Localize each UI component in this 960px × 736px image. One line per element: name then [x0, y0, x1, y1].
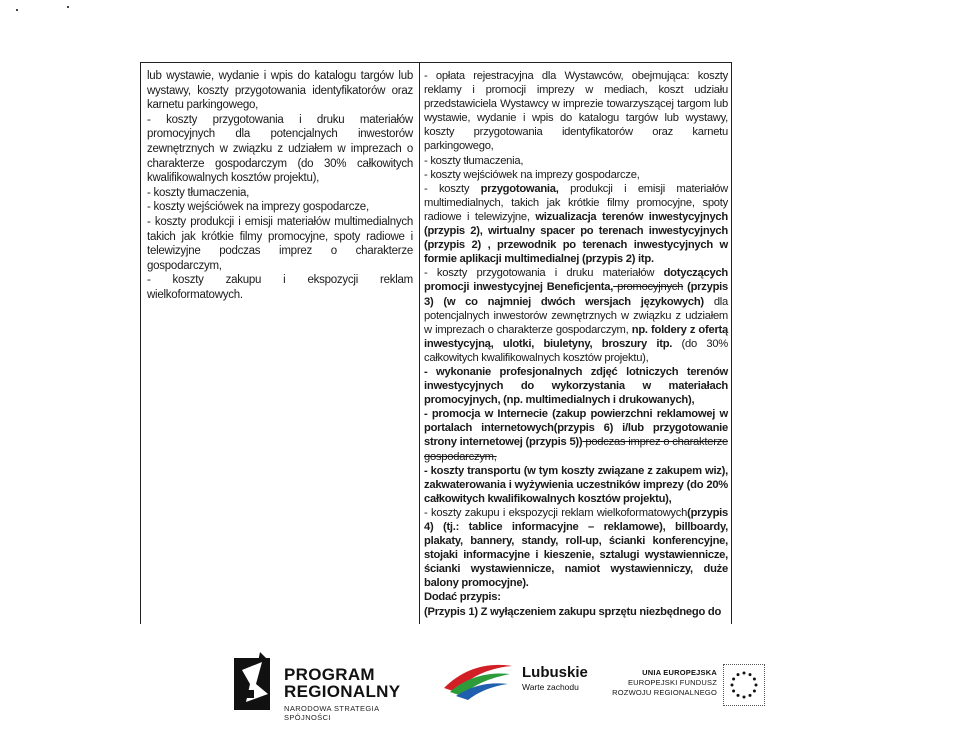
bold-run: (przypis 4) (tj.: tablice informacyjne – reklamowe), billboardy, plakaty, bannery, standy, roll-up, ścianki konferencyjne, stojaki informacyjne i kieszenie, sztalugi wystawiennicze, ścianki wystawiennicze, namiot wystawienniczy, duże balony promocyjne). — [424, 506, 728, 590]
left-paragraph: - koszty tłumaczenia, — [147, 186, 250, 199]
left-paragraph: - koszty przygotowania i druku materiałów promocyjnych dla potencjalnych inwestorów zewnętrznych w związku z udziałem w imprezach o charakterze gospodarczym (do 30% całkowitych kwalifikowalnych kosztów projektu), — [147, 113, 413, 185]
bold-run: - promocja w Internecie (zakup powierzchni reklamowej w portalach internetowych(przypis 6) i/lub przygotowanie strony internetowej (przypis 5)) — [424, 408, 728, 449]
regionalny-line: REGIONALNY — [284, 682, 401, 701]
left-column-cell — [147, 69, 413, 303]
lubuskie-name: Lubuskie — [522, 664, 588, 681]
text-run: (do 30% całkowitych kwalifikowalnych kosztów projektu), — [424, 337, 728, 364]
lubuskie-logo — [440, 658, 590, 702]
text-run: produkcji i emisji materiałów multimedialnych, takich jak krótkie filmy promocyjne, spoty radiowe i telewizyjne, — [424, 182, 729, 223]
right-paragraph-ads — [424, 506, 728, 591]
right-paragraph-multimedia — [424, 182, 728, 267]
text-run: - koszty — [424, 182, 481, 195]
bold-run: (przypis 3) (w co najmniej dwóch wersjach językowych) — [424, 281, 729, 308]
program-regionalny-emblem-icon — [232, 650, 276, 714]
column-divider — [419, 63, 420, 624]
bold-run: np. foldery z ofertą inwestycyjną, ulotki, biuletyny, broszury itp. — [424, 323, 728, 350]
bold-run: przygotowania, — [480, 182, 559, 195]
lubuskie-tagline: Warte zachodu — [522, 682, 579, 692]
left-paragraph: - koszty wejściówek na imprezy gospodarcze, — [147, 201, 369, 214]
footnote-1: (Przypis 1) Z wyłączeniem zakupu sprzętu niezbędnego do — [424, 605, 722, 618]
document-table — [140, 62, 732, 624]
struck-text: promocyjnych — [613, 281, 684, 294]
right-paragraph-registration: - opłata rejestracyjna dla Wystawców, obejmująca: koszty reklamy i promocji imprezy w mediach, koszt udziału przedstawiciela Wystawcy w imprezie towarzyszącej targom lub wystawie, wydanie i wpis do katalogu targów lub wystawy, koszty przygotowania identyfikatorów oraz karnetu parkingowego, — [424, 70, 728, 153]
add-footnote-label: Dodać przypis: — [424, 591, 501, 604]
bold-run: wizualizacja terenów inwestycyjnych (przypis 2), wirtualny spacer po terenach inwestycyjnych (przypis 2) , przewodnik po terenach inwestycyjnych w formie aplikacji multimedialnej (przypis 2) itp. — [424, 210, 728, 266]
text-run: - koszty przygotowania i druku materiałów — [424, 267, 664, 280]
text-run: - koszty zakupu i ekspozycji reklam wielkoformatowych — [424, 506, 688, 519]
left-paragraph: lub wystawie, wydanie i wpis do katalogu targów lub wystawy, koszty przygotowania identyfikatorów oraz karnetu parkingowego, — [147, 70, 413, 112]
eu-logo — [605, 668, 765, 712]
text-run: dla potencjalnych inwestorów zewnętrznych w związku z udziałem w imprezach o charakterze gospodarczym, — [424, 295, 728, 336]
scan-dot — [67, 6, 69, 8]
lubuskie-swoosh-icon — [440, 658, 516, 702]
right-paragraph-print — [424, 266, 728, 365]
eu-fund-line: EUROPEJSKI FUNDUSZ — [627, 678, 717, 687]
struck-text: podczas imprez o charakterze gospodarczym, — [424, 436, 728, 463]
eu-line: UNIA EUROPEJSKA — [642, 668, 717, 677]
right-paragraph-internet — [424, 407, 728, 463]
left-paragraph: - koszty produkcji i emisji materiałów multimedialnych takich jak krótkie filmy promocyjne, spoty radiowe i telewizyjne podczas imprez o charakterze gospodarczym, — [147, 215, 413, 272]
eu-regional-line: ROZWOJU REGIONALNEGO — [612, 688, 717, 697]
program-regionalny-logo — [232, 650, 401, 722]
right-paragraph-aerial: - wykonanie profesjonalnych zdjęć lotniczych terenów inwestycyjnych do wykorzystania w materiałach promocyjnych, (np. multimedialnych i drukowanych), — [424, 365, 728, 407]
scan-dot — [16, 9, 18, 11]
strategy-line: NARODOWA STRATEGIA SPÓJNOŚCI — [284, 704, 380, 722]
logo-footer — [0, 640, 960, 736]
right-column-cell — [424, 69, 728, 619]
right-paragraph-tickets: - koszty wejściówek na imprezy gospodarcze, — [424, 168, 640, 181]
bold-run: dotyczących promocji inwestycyjnej Beneficjenta, — [424, 267, 728, 294]
right-paragraph-translation: - koszty tłumaczenia, — [424, 154, 524, 167]
eu-flag-icon — [723, 664, 765, 706]
right-paragraph-transport: - koszty transportu (w tym koszty związane z zakupem wiz), zakwaterowania i wyżywienia uczestników imprezy (do 20% całkowitych kwalifikowalnych kosztów projektu), — [424, 464, 728, 505]
left-paragraph: - koszty zakupu i ekspozycji reklam wielkoformatowych. — [147, 274, 413, 301]
program-line: PROGRAM — [284, 665, 375, 684]
